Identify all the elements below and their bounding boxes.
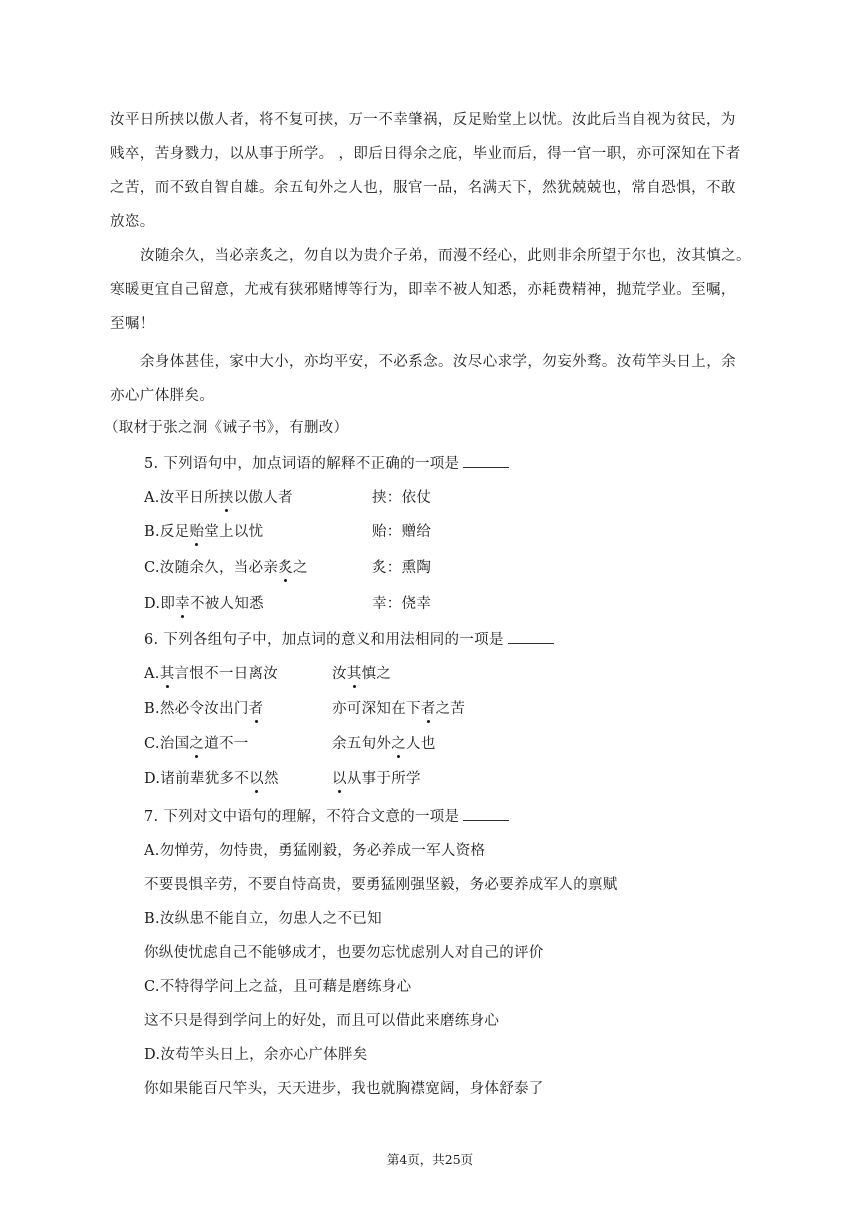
option-b-gloss: 贻：赠给 bbox=[372, 524, 432, 540]
option-c: C.不特得学问上之益，且可藉是磨练身心 bbox=[144, 979, 412, 995]
page-footer: 第4页，共25页 bbox=[386, 1152, 474, 1167]
option-d-paraphrase: 你如果能百尺竿头，天天进步，我也就胸襟宽阔，身体舒泰了 bbox=[144, 1081, 544, 1097]
option-b: B.反足贻堂上以忧 bbox=[144, 520, 263, 541]
option-a: A.汝平日所挟以傲人者 bbox=[144, 486, 293, 507]
option-d: D.汝苟竿头日上，余亦心广体胖矣 bbox=[144, 1047, 368, 1063]
answer-blank bbox=[463, 808, 509, 821]
dotted-word: 之 bbox=[391, 732, 406, 753]
option-b-paraphrase: 你纵使忧虑自己不能够成才，也要勿忘忧虑别人对自己的评价 bbox=[144, 945, 544, 961]
passage-line: 汝平日所挟以傲人者，将不复可挟，万一不幸肇祸，反足贻堂上以忧。汝此后当自视为贫民，为 bbox=[110, 112, 736, 128]
dotted-word: 以 bbox=[249, 767, 264, 788]
dotted-word: 炙 bbox=[278, 556, 293, 577]
option-d-gloss: 幸：侥幸 bbox=[372, 596, 432, 612]
dotted-word: 其 bbox=[347, 662, 362, 683]
option-a-pair: 汝其慎之 bbox=[332, 662, 391, 683]
dotted-word: 者 bbox=[249, 697, 264, 718]
option-a-paraphrase: 不要畏惧辛劳，不要自恃高贵，要勇猛刚强坚毅，务必要养成军人的禀赋 bbox=[144, 877, 618, 893]
option-d: D.诸前辈犹多不以然 bbox=[144, 767, 279, 788]
option-a: A.勿惮劳，勿恃贵，勇猛刚毅，务必养成一军人资格 bbox=[144, 843, 486, 859]
option-c-paraphrase: 这不只是得到学问上的好处，而且可以借此来磨练身心 bbox=[144, 1013, 500, 1029]
option-c-pair: 余五旬外之人也 bbox=[332, 732, 436, 753]
question-stem: 6. 下列各组句子中，加点词的意义和用法相同的一项是 bbox=[144, 628, 554, 649]
passage-line: 亦心广体胖矣。 bbox=[110, 388, 215, 404]
dotted-word: 者 bbox=[421, 697, 436, 718]
question-stem: 5. 下列语句中，加点词语的解释不正确的一项是 bbox=[144, 452, 509, 473]
passage-line: 汝随余久，当必亲炙之，勿自以为贵介子弟，而漫不经心，此则非余所望于尔也，汝其慎之。 bbox=[140, 248, 751, 264]
option-d: D.即幸不被人知悉 bbox=[144, 592, 264, 613]
passage-source: （取材于张之洞《诫子书》，有删改） bbox=[104, 420, 349, 436]
dotted-word: 以 bbox=[332, 767, 347, 788]
option-b: B.然必令汝出门者 bbox=[144, 697, 263, 718]
passage-line: 放恣。 bbox=[110, 214, 155, 230]
option-b: B.汝纵患不能自立，勿患人之不已知 bbox=[144, 911, 382, 927]
answer-blank bbox=[508, 631, 554, 644]
answer-blank bbox=[463, 455, 509, 468]
dotted-word: 其 bbox=[160, 662, 175, 683]
question-stem: 7. 下列对文中语句的理解，不符合文意的一项是 bbox=[144, 805, 509, 826]
option-a-gloss: 挟：依仗 bbox=[372, 490, 432, 506]
dotted-word: 贻 bbox=[189, 520, 204, 541]
passage-line: 之苦，而不致自智自雄。余五旬外之人也，服官一品，名满天下，然犹兢兢也，常自恐惧，不敢 bbox=[110, 180, 736, 196]
passage-line: 寒暖更宜自己留意，尤戒有狭邪赌博等行为，即幸不被人知悉，亦耗费精神，抛荒学业。至嘱， bbox=[110, 282, 736, 298]
passage-line: 余身体甚佳，家中大小，亦均平安，不必系念。汝尽心求学，勿妄外骛。汝苟竿头日上，余 bbox=[140, 354, 736, 370]
dotted-word: 幸 bbox=[175, 592, 190, 613]
passage-line: 至嘱！ bbox=[110, 316, 155, 332]
dotted-word: 之 bbox=[189, 732, 204, 753]
option-c: C.治国之道不一 bbox=[144, 732, 249, 753]
dotted-word: 挟 bbox=[219, 486, 234, 507]
option-c-gloss: 炙：熏陶 bbox=[372, 560, 432, 576]
option-c: C.汝随余久，当必亲炙之 bbox=[144, 556, 308, 577]
option-b-pair: 亦可深知在下者之苦 bbox=[332, 697, 465, 718]
passage-line: 贱卒，苦身戮力，以从事于所学。 ，即后日得余之庇，毕业而后，得一官一职，亦可深知在下者 bbox=[110, 146, 741, 162]
option-d-pair: 以从事于所学 bbox=[332, 767, 421, 788]
option-a: A.其言恨不一日离汝 bbox=[144, 662, 278, 683]
